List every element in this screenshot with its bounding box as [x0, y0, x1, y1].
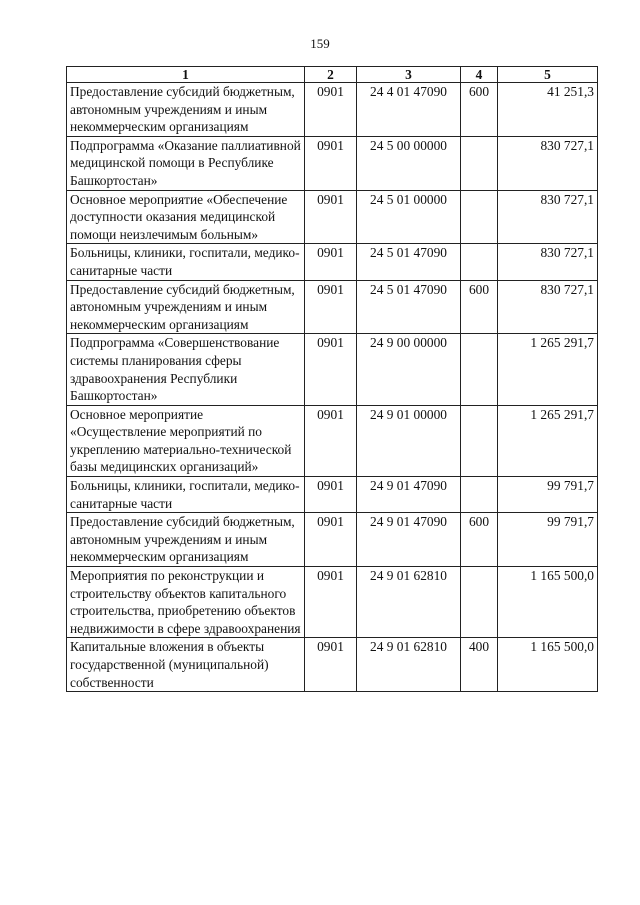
table-row [67, 513, 598, 567]
target-code-cell: 24 9 00 00000 [357, 334, 461, 405]
section-code-cell: 0901 [305, 83, 357, 137]
section-code-cell: 0901 [305, 136, 357, 190]
column-header-5: 5 [498, 67, 598, 83]
table-row [67, 477, 598, 513]
amount-cell: 830 727,1 [498, 136, 598, 190]
item-name-cell: Основное мероприятие «Осуществление мероприятий по укреплению материально-технической базы медицинских организаций» [67, 405, 305, 476]
item-name-cell: Предоставление субсидий бюджетным, автономным учреждениям и иным некоммерческим организациям [67, 83, 305, 137]
budget-table [66, 66, 598, 692]
table-row [67, 83, 598, 137]
item-name-cell: Мероприятия по реконструкции и строительству объектов капитального строительства, приобретению объектов недвижимости в сфере здравоохранения [67, 567, 305, 638]
item-name-cell: Предоставление субсидий бюджетным, автономным учреждениям и иным некоммерческим организациям [67, 513, 305, 567]
expense-type-cell: 400 [461, 638, 498, 692]
table-row [67, 244, 598, 280]
amount-cell: 99 791,7 [498, 513, 598, 567]
column-header-4: 4 [461, 67, 498, 83]
amount-cell: 99 791,7 [498, 477, 598, 513]
item-name-cell: Основное мероприятие «Обеспечение доступности оказания медицинской помощи неизлечимым больным» [67, 190, 305, 244]
item-name-cell: Больницы, клиники, госпитали, медико-санитарные части [67, 477, 305, 513]
amount-cell: 1 165 500,0 [498, 567, 598, 638]
expense-type-cell [461, 567, 498, 638]
section-code-cell: 0901 [305, 190, 357, 244]
target-code-cell: 24 9 01 62810 [357, 638, 461, 692]
table-row [67, 334, 598, 405]
header-row [67, 67, 598, 83]
target-code-cell: 24 5 01 47090 [357, 244, 461, 280]
expense-type-cell [461, 405, 498, 476]
table-row [67, 190, 598, 244]
item-name-cell: Предоставление субсидий бюджетным, автономным учреждениям и иным некоммерческим организациям [67, 280, 305, 334]
target-code-cell: 24 9 01 62810 [357, 567, 461, 638]
expense-type-cell [461, 190, 498, 244]
expense-type-cell: 600 [461, 280, 498, 334]
amount-cell: 41 251,3 [498, 83, 598, 137]
target-code-cell: 24 5 01 00000 [357, 190, 461, 244]
section-code-cell: 0901 [305, 477, 357, 513]
table-body [67, 83, 598, 692]
amount-cell: 830 727,1 [498, 244, 598, 280]
section-code-cell: 0901 [305, 244, 357, 280]
table-row [67, 638, 598, 692]
expense-type-cell [461, 477, 498, 513]
amount-cell: 1 165 500,0 [498, 638, 598, 692]
target-code-cell: 24 9 01 00000 [357, 405, 461, 476]
section-code-cell: 0901 [305, 638, 357, 692]
item-name-cell: Больницы, клиники, госпитали, медико-санитарные части [67, 244, 305, 280]
target-code-cell: 24 5 01 47090 [357, 280, 461, 334]
amount-cell: 830 727,1 [498, 280, 598, 334]
amount-cell: 1 265 291,7 [498, 405, 598, 476]
target-code-cell: 24 4 01 47090 [357, 83, 461, 137]
column-header-2: 2 [305, 67, 357, 83]
target-code-cell: 24 9 01 47090 [357, 513, 461, 567]
table-row [67, 567, 598, 638]
expense-type-cell: 600 [461, 83, 498, 137]
section-code-cell: 0901 [305, 334, 357, 405]
amount-cell: 1 265 291,7 [498, 334, 598, 405]
column-header-3: 3 [357, 67, 461, 83]
item-name-cell: Подпрограмма «Совершенствование системы планирования сферы здравоохранения Республики Башкортостан» [67, 334, 305, 405]
section-code-cell: 0901 [305, 513, 357, 567]
target-code-cell: 24 5 00 00000 [357, 136, 461, 190]
expense-type-cell: 600 [461, 513, 498, 567]
expense-type-cell [461, 334, 498, 405]
item-name-cell: Подпрограмма «Оказание паллиативной медицинской помощи в Республике Башкортостан» [67, 136, 305, 190]
page-number: 159 [310, 36, 330, 51]
table-row [67, 280, 598, 334]
item-name-cell: Капитальные вложения в объекты государственной (муниципальной) собственности [67, 638, 305, 692]
section-code-cell: 0901 [305, 280, 357, 334]
table-row [67, 136, 598, 190]
target-code-cell: 24 9 01 47090 [357, 477, 461, 513]
section-code-cell: 0901 [305, 405, 357, 476]
expense-type-cell [461, 244, 498, 280]
column-header-1: 1 [67, 67, 305, 83]
amount-cell: 830 727,1 [498, 190, 598, 244]
section-code-cell: 0901 [305, 567, 357, 638]
table-row [67, 405, 598, 476]
expense-type-cell [461, 136, 498, 190]
